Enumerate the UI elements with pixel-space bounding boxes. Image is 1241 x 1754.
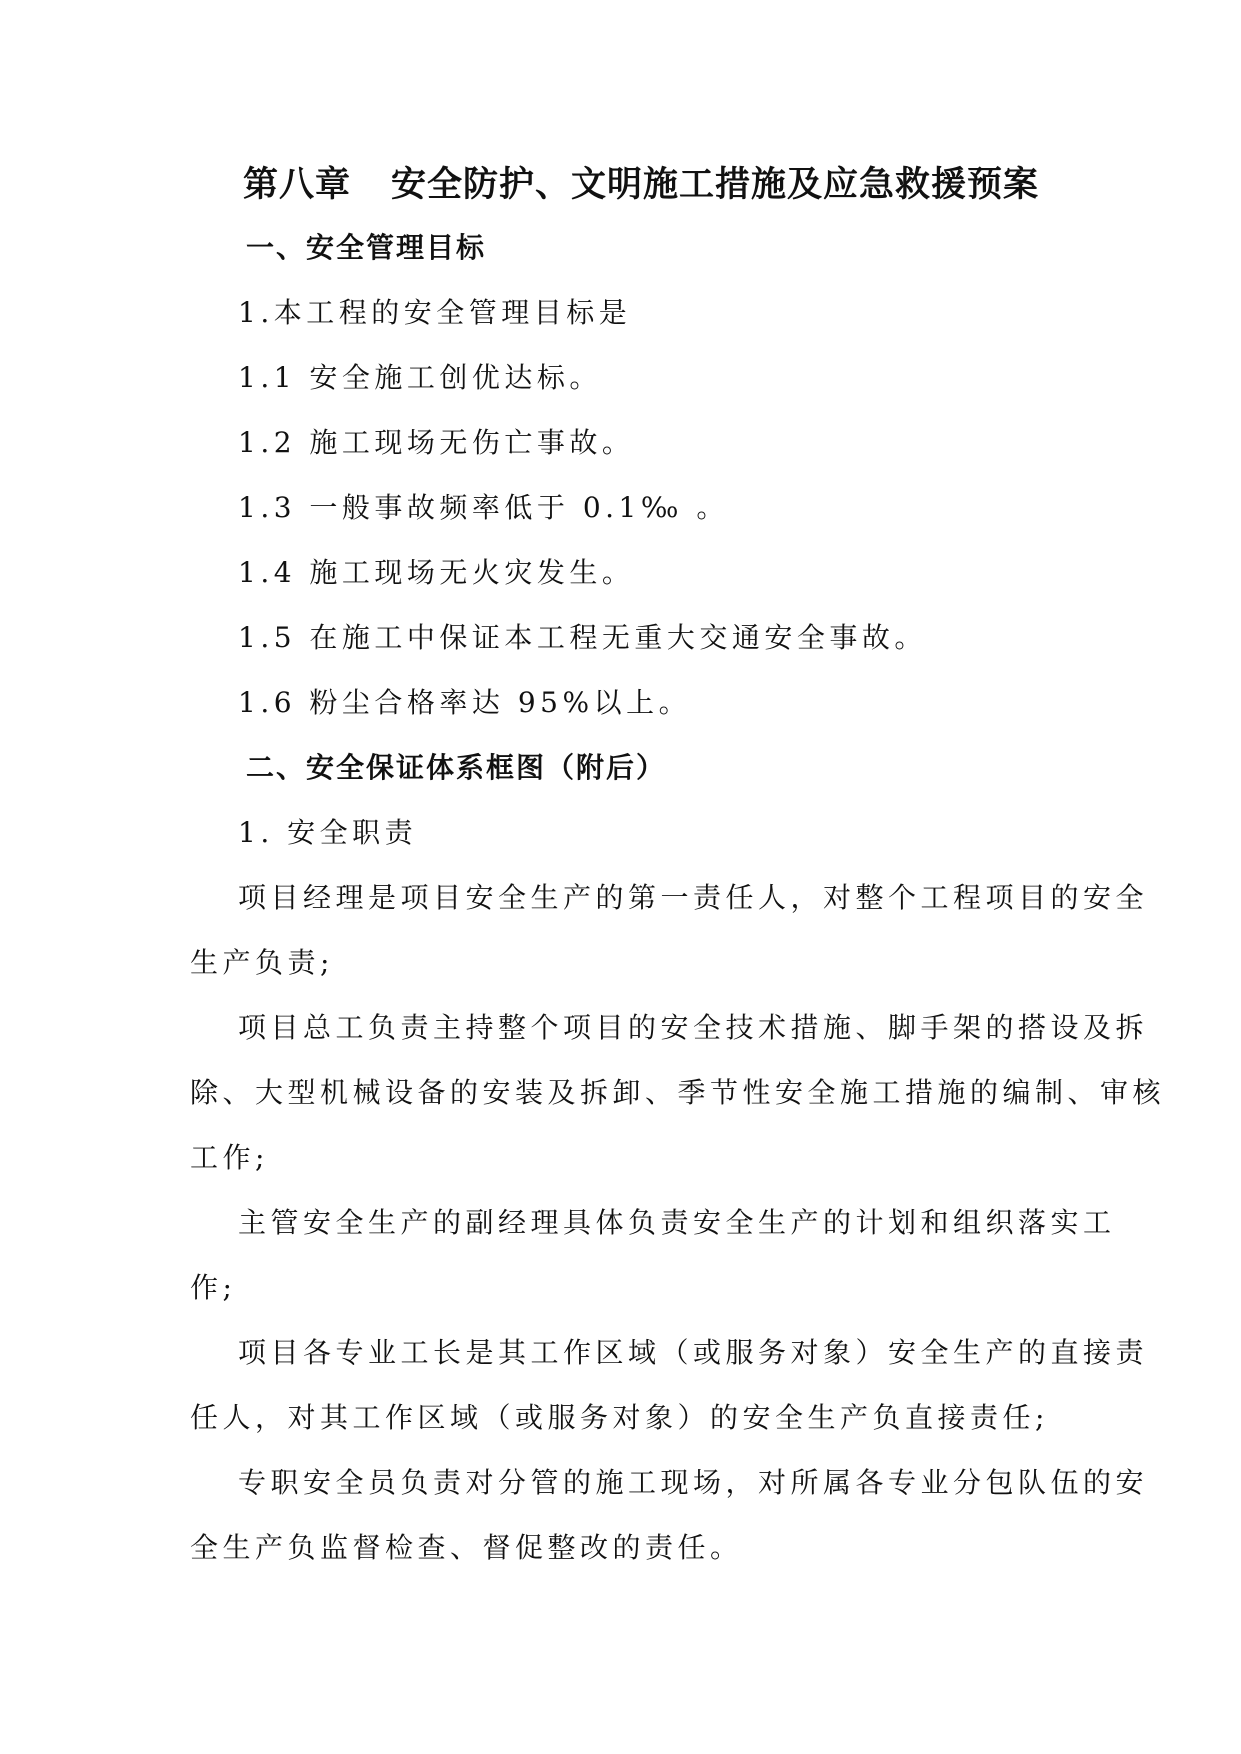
paragraph-line: 项目各专业工长是其工作区域（或服务对象）安全生产的直接责 — [238, 1336, 1149, 1369]
goal-item: 1.3 一般事故频率低于 0.1‰ 。 — [238, 491, 729, 524]
paragraph-line: 项目总工负责主持整个项目的安全技术措施、脚手架的搭设及拆 — [238, 1011, 1149, 1044]
paragraph-line: 工作; — [190, 1141, 269, 1174]
goal-item: 1.2 施工现场无伤亡事故。 — [238, 426, 635, 459]
goal-item: 1.1 安全施工创优达标。 — [238, 361, 602, 394]
subheading-safety-duties: 1. 安全职责 — [238, 816, 418, 849]
section-heading-safety-system: 二、安全保证体系框图（附后） — [246, 751, 667, 784]
goal-item: 1.5 在施工中保证本工程无重大交通安全事故。 — [238, 621, 927, 654]
paragraph-line: 生产负责; — [190, 946, 334, 979]
section-heading-safety-goals: 一、安全管理目标 — [246, 231, 487, 264]
chapter-number: 第八章 — [243, 164, 352, 205]
paragraph-line: 专职安全员负责对分管的施工现场，对所属各专业分包队伍的安 — [238, 1466, 1149, 1499]
paragraph-line: 项目经理是项目安全生产的第一责任人，对整个工程项目的安全 — [238, 881, 1149, 914]
chapter-title-text: 安全防护、文明施工措施及应急救援预案 — [391, 164, 1040, 205]
paragraph-line: 作; — [190, 1271, 237, 1304]
paragraph-line: 任人，对其工作区域（或服务对象）的安全生产负直接责任; — [190, 1401, 1049, 1434]
goal-item: 1.4 施工现场无火灾发生。 — [238, 556, 635, 589]
goal-item: 1.6 粉尘合格率达 95%以上。 — [238, 686, 692, 719]
paragraph-line: 主管安全生产的副经理具体负责安全生产的计划和组织落实工 — [238, 1206, 1116, 1239]
goal-item: 1.本工程的安全管理目标是 — [238, 296, 632, 329]
paragraph-line: 全生产负监督检查、督促整改的责任。 — [190, 1531, 743, 1564]
paragraph-line: 除、大型机械设备的安装及拆卸、季节性安全施工措施的编制、审核 — [190, 1076, 1166, 1109]
chapter-title — [243, 160, 1039, 210]
